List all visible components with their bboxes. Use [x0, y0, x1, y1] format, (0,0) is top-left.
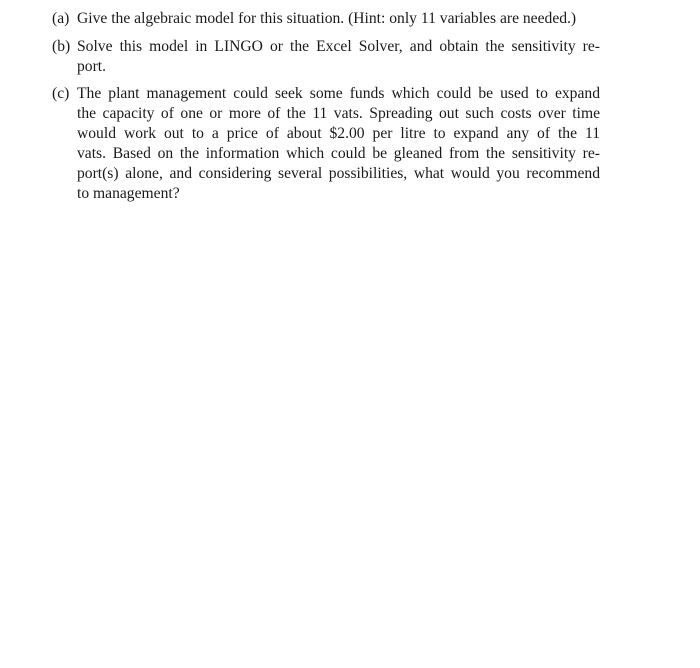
- item-text-c: [77, 84, 600, 204]
- item-label-c: (c): [52, 85, 70, 102]
- item-a-line-1: Give the algebraic model for this situation. (Hint: only 11 variables are needed.): [77, 10, 577, 27]
- item-label-b: (b): [52, 38, 71, 55]
- item-label-a: (a): [52, 10, 70, 27]
- item-c-line-2: the capacity of one or more of the 11 vats. Spreading out such costs over time: [77, 105, 600, 122]
- item-c-line-6: to management?: [77, 185, 180, 202]
- item-b-line-1: Solve this model in LINGO or the Excel Solver, and obtain the sensitivity re-: [77, 38, 600, 55]
- item-c-line-1: The plant management could seek some funds which could be used to expand: [77, 85, 600, 102]
- item-text-a: [77, 9, 600, 29]
- item-c-line-3: would work out to a price of about $2.00 per litre to expand any of the 11: [77, 125, 600, 142]
- item-b-line-2: port.: [77, 58, 107, 75]
- item-text-b: [77, 37, 600, 77]
- item-c-line-5: port(s) alone, and considering several possibilities, what would you recommend: [77, 165, 600, 182]
- item-c-line-4: vats. Based on the information which could be gleaned from the sensitivity re-: [77, 145, 600, 162]
